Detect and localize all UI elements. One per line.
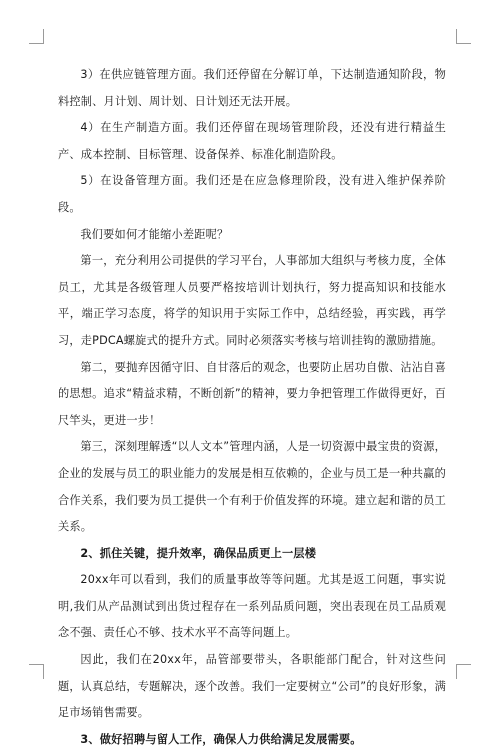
body-paragraph: 第二，要抛弃因循守旧、自甘落后的观念，也要防止居功自傲、沾沾自喜的思想。追求“精益求精，不断创新”的精神，要力争把管理工作做得更好，百尺竿头，更进一步！ <box>58 360 446 427</box>
body-paragraph: 20xx年可以看到，我们的质量事故等等问题。尤其是返工问题，事实说明,我们从产品测试到出货过程存在一系列品质问题，突出表现在员工品质观念不强、责任心不够、技术水平不高等问题上。 <box>58 573 446 640</box>
crop-mark-bottom-right <box>456 664 471 679</box>
body-paragraph: 5）在设备管理方面。我们还是在应急修理阶段，没有进入维护保养阶段。 <box>58 174 446 214</box>
section-heading: 2、抓住关键，提升效率，确保品质更上一层楼 <box>80 546 317 560</box>
body-paragraph: 4）在生产制造方面。我们还停留在现场管理阶段，还没有进行精益生产、成本控制、目标管理、设备保养、标准化制造阶段。 <box>58 121 446 161</box>
document-body <box>58 62 446 753</box>
body-paragraph: 因此，我们在20xx年，品管部要带头，各职能部门配合，针对这些问题，认真总结，专题解决，逐个改善。我们一定要树立“公司”的良好形象，满足市场销售需要。 <box>58 653 446 720</box>
body-paragraph: 我们要如何才能缩小差距呢？ <box>80 227 229 241</box>
body-paragraph: 3）在供应链管理方面。我们还停留在分解订单，下达制造通知阶段，物料控制、月计划、周计划、日计划还无法开展。 <box>58 68 446 108</box>
crop-mark-top-left <box>29 29 44 44</box>
body-paragraph: 第一，充分利用公司提供的学习平台，人事部加大组织与考核力度，全体员工，尤其是各级管理人员要严格按培训计划执行，努力提高知识和技能水平，端正学习态度，将学的知识用于实际工作中，总结经验，再实践，再学习，走PDCA螺旋式的提升方式。同时必须落实考核与培训挂钩的激励措施。 <box>58 254 446 347</box>
body-paragraph: 第三，深刻理解透“以人文本”管理内涵，人是一切资源中最宝贵的资源，企业的发展与员工的职业能力的发展是相互依赖的，企业与员工是一种共赢的合作关系，我们要为员工提供一个有利于价值发挥的环境。建立起和谐的员工关系。 <box>58 440 446 534</box>
crop-mark-bottom-left <box>29 664 44 679</box>
section-heading: 3、做好招聘与留人工作，确保人力供给满足发展需要。 <box>80 732 362 746</box>
crop-mark-top-right <box>456 29 471 44</box>
